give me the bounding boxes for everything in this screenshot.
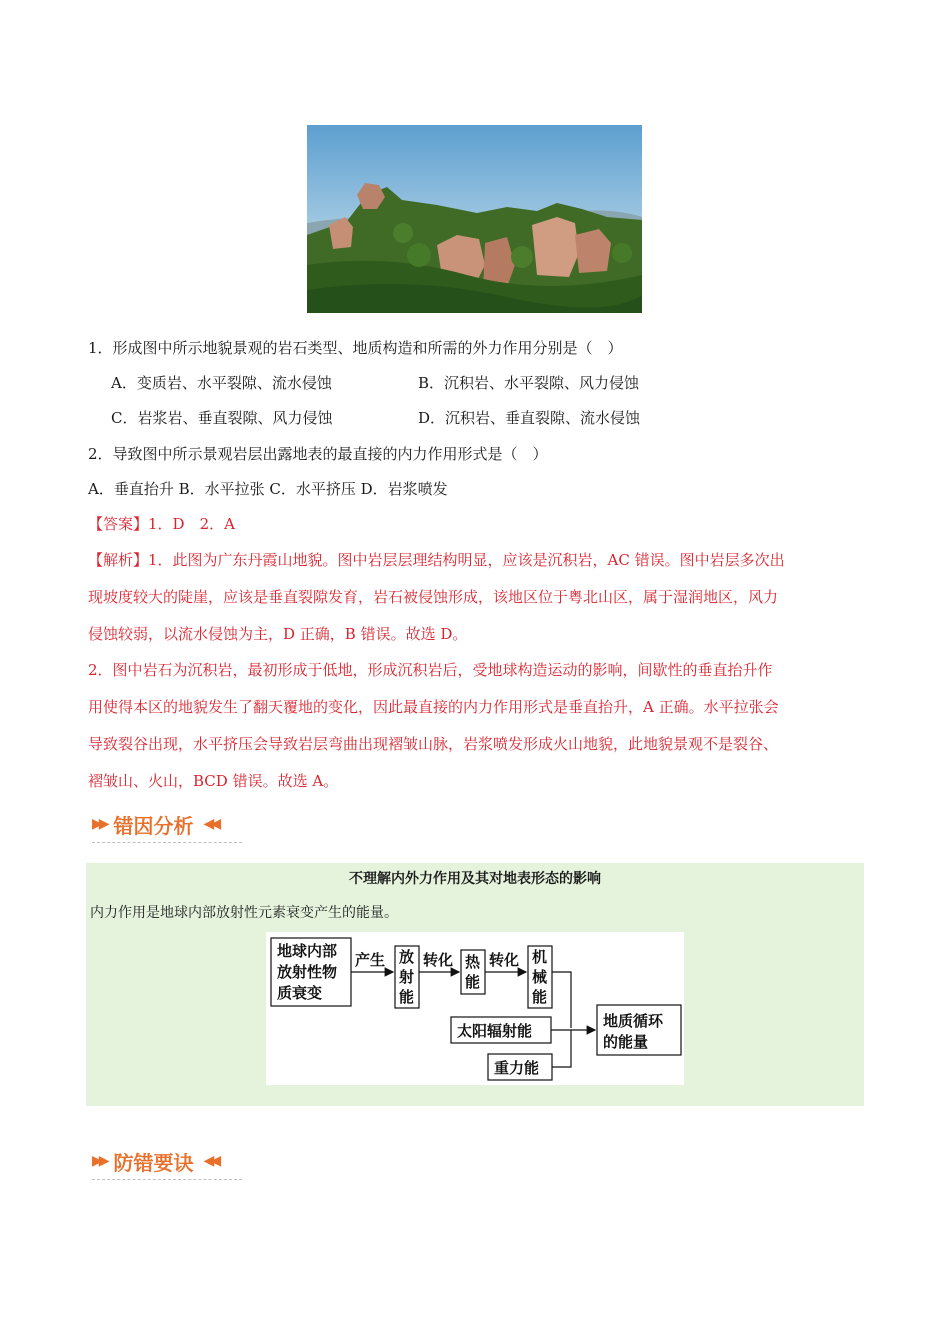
flow-box-heat-c2: 能 xyxy=(465,973,481,991)
question-1-stem: 1．形成图中所示地貌景观的岩石类型、地质构造和所需的外力作用分别是（ ） xyxy=(88,339,623,357)
analysis-p2-line4: 褶皱山、火山，BCD 错误。故选 A。 xyxy=(88,772,339,790)
flow-label-convert-2: 转化 xyxy=(489,951,520,969)
analysis-p2-line1: 2．图中岩石为沉积岩，最初形成于低地，形成沉积岩后，受地球构造运动的影响，间歇性的垂直抬升作 xyxy=(88,661,773,679)
energy-flow-diagram xyxy=(266,932,684,1085)
section-heading-prevention-tips xyxy=(92,1147,217,1175)
knowledge-box-text: 内力作用是地球内部放射性元素衰变产生的能量。 xyxy=(90,905,398,921)
flow-box-source-line3: 质衰变 xyxy=(277,984,323,1002)
analysis-p2-line3: 导致裂谷出现，水平挤压会导致岩层弯曲出现褶皱山脉，岩浆喷发形成火山地貌，此地貌景观不是裂谷、 xyxy=(88,735,779,753)
flow-label-produce: 产生 xyxy=(355,951,386,969)
double-arrow-right-icon: ▶▶ xyxy=(92,1153,106,1169)
flow-box-result-line2: 的能量 xyxy=(603,1033,649,1051)
question-2-options: A．垂直抬升 B．水平拉张 C．水平挤压 D．岩浆喷发 xyxy=(88,480,448,498)
flow-box-mechanical-c2: 械 xyxy=(532,968,548,986)
section-heading-error-analysis xyxy=(92,810,217,838)
danxia-landscape-photo xyxy=(307,125,642,313)
flow-box-source-line1: 地球内部 xyxy=(277,942,338,960)
flow-box-solar-label: 太阳辐射能 xyxy=(457,1022,533,1040)
flow-box-radiant-c3: 能 xyxy=(399,988,415,1006)
double-arrow-left-icon: ◀◀ xyxy=(203,816,218,832)
section-title: 防错要诀 xyxy=(113,1150,194,1175)
answer-line: 【答案】1．D 2．A xyxy=(88,515,235,533)
question-1-option-b: B．沉积岩、水平裂隙、风力侵蚀 xyxy=(418,374,640,392)
question-1-option-d: D．沉积岩、垂直裂隙、流水侵蚀 xyxy=(418,409,641,427)
flow-box-gravity-label: 重力能 xyxy=(494,1059,540,1077)
flow-box-source-line2: 放射性物 xyxy=(277,963,338,981)
double-arrow-right-icon: ▶▶ xyxy=(92,816,106,832)
analysis-p1-line3: 侵蚀较弱，以流水侵蚀为主，D 正确，B 错误。故选 D。 xyxy=(88,625,468,643)
flow-box-heat-c1: 热 xyxy=(465,953,481,971)
flow-label-convert-1: 转化 xyxy=(423,951,454,969)
flow-box-result-line1: 地质循环 xyxy=(603,1012,664,1030)
flow-box-radiant-c2: 射 xyxy=(399,968,415,986)
section-title: 错因分析 xyxy=(113,813,194,838)
section-divider xyxy=(92,1179,242,1180)
section-divider xyxy=(92,842,242,843)
double-arrow-left-icon: ◀◀ xyxy=(203,1153,218,1169)
question-1-option-c: C．岩浆岩、垂直裂隙、风力侵蚀 xyxy=(111,409,333,427)
knowledge-box xyxy=(86,863,864,1106)
knowledge-box-title: 不理解内外力作用及其对地表形态的影响 xyxy=(349,871,601,887)
question-1-option-a: A．变质岩、水平裂隙、流水侵蚀 xyxy=(111,374,332,392)
analysis-p2-line2: 用使得本区的地貌发生了翻天覆地的变化，因此最直接的内力作用形式是垂直抬升，A 正确。水平拉张会 xyxy=(88,698,779,716)
flow-box-mechanical-c1: 机 xyxy=(532,948,548,966)
flow-box-mechanical-c3: 能 xyxy=(532,988,548,1006)
analysis-p1-line2: 现坡度较大的陡崖，应该是垂直裂隙发育，岩石被侵蚀形成，该地区位于粤北山区，属于湿润地区，风力 xyxy=(88,588,779,606)
analysis-p1-line1: 【解析】1．此图为广东丹霞山地貌。图中岩层层理结构明显，应该是沉积岩，AC 错误。图中岩层多次出 xyxy=(88,551,785,569)
flow-box-radiant-c1: 放 xyxy=(399,948,415,966)
question-2-stem: 2．导致图中所示景观岩层出露地表的最直接的内力作用形式是（ ） xyxy=(88,445,548,463)
